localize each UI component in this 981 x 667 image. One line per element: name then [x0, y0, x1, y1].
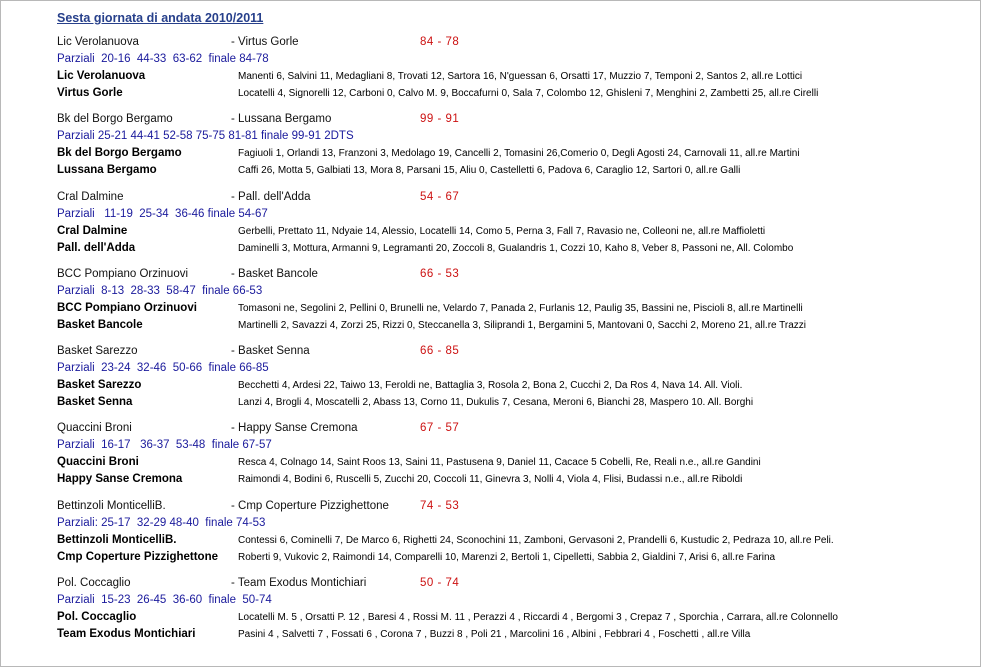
roster-team-name: Team Exodus Montichiari: [57, 628, 196, 640]
match-row: [1, 577, 980, 591]
match-row: [1, 191, 980, 205]
roster-team-name: Quaccini Broni: [57, 456, 139, 468]
roster-team-name: Basket Senna: [57, 396, 133, 408]
partial-scores: Parziali 16-17 36-37 53-48 finale 67-57: [57, 439, 272, 451]
team-roster-row: [1, 225, 980, 239]
partial-scores: Parziali 8-13 28-33 58-47 finale 66-53: [57, 285, 263, 297]
game-block: [1, 422, 980, 498]
team-roster-row: [1, 473, 980, 487]
away-team: - Happy Sanse Cremona: [231, 422, 358, 434]
final-score: 54 - 67: [420, 191, 460, 203]
player-scores: Resca 4, Colnago 14, Saint Roos 13, Saini 11, Pastusena 9, Daniel 11, Cacace 5 Cobelli, Re, Reali n.e., all.re Gandini: [238, 457, 761, 468]
team-roster-row: [1, 534, 980, 548]
game-block: [1, 577, 980, 653]
final-score: 74 - 53: [420, 500, 460, 512]
away-team: - Basket Senna: [231, 345, 310, 357]
home-team: Cral Dalmine: [57, 191, 124, 203]
away-team: - Lussana Bergamo: [231, 113, 332, 125]
away-team: - Team Exodus Montichiari: [231, 577, 367, 589]
player-scores: Gerbelli, Prettato 11, Ndyaie 14, Alessio, Locatelli 14, Como 5, Perna 3, Fall 7, Ravasio ne, Colleoni ne, all.re Maffioletti: [238, 226, 766, 237]
player-scores: Becchetti 4, Ardesi 22, Taiwo 13, Feroldi ne, Battaglia 3, Rosola 2, Bona 2, Cucchi 2, Da Ros 4, Nava 14. All. Violi.: [238, 380, 743, 391]
team-roster-row: [1, 242, 980, 256]
player-scores: Lanzi 4, Brogli 4, Moscatelli 2, Abass 13, Corno 11, Dukulis 7, Cesana, Meroni 6, Bianchi 28, Maspero 10. All. Borghi: [238, 397, 754, 408]
team-roster-row: [1, 147, 980, 161]
player-scores: Locatelli M. 5 , Orsatti P. 12 , Baresi 4 , Rossi M. 11 , Perazzi 4 , Riccardi 4 , Bergomi 3 , Crepaz 7 , Sporchia , Carrara, all.re Colonnello: [238, 612, 838, 623]
team-roster-row: [1, 611, 980, 625]
team-roster-row: [1, 551, 980, 565]
away-team: - Virtus Gorle: [231, 36, 299, 48]
home-team: Quaccini Broni: [57, 422, 132, 434]
final-score: 50 - 74: [420, 577, 460, 589]
partial-scores: Parziali 23-24 32-46 50-66 finale 66-85: [57, 362, 269, 374]
roster-team-name: Basket Sarezzo: [57, 379, 142, 391]
game-block: [1, 36, 980, 112]
home-team: Basket Sarezzo: [57, 345, 138, 357]
match-row: [1, 36, 980, 50]
home-team: Pol. Coccaglio: [57, 577, 131, 589]
home-team: BCC Pompiano Orzinuovi: [57, 268, 189, 280]
team-roster-row: [1, 628, 980, 642]
roster-team-name: Cral Dalmine: [57, 225, 128, 237]
match-row: [1, 500, 980, 514]
team-roster-row: [1, 164, 980, 178]
player-scores: Martinelli 2, Savazzi 4, Zorzi 25, Rizzi 0, Steccanella 3, Siliprandi 1, Bergamini 5, Mantovani 0, Sacchi 2, Moreno 21, all.re Trazzi: [238, 320, 807, 331]
roster-team-name: Pol. Coccaglio: [57, 611, 137, 623]
partial-scores: Parziali 20-16 44-33 63-62 finale 84-78: [57, 53, 269, 65]
roster-team-name: Bettinzoli MonticelliB.: [57, 534, 177, 546]
player-scores: Roberti 9, Vukovic 2, Raimondi 14, Comparelli 10, Marenzi 2, Bertoli 1, Cipelletti, Sabbia 2, Gialdini 7, Arisi 6, all.re Farina: [238, 552, 776, 563]
final-score: 66 - 85: [420, 345, 460, 357]
team-roster-row: [1, 70, 980, 84]
team-roster-row: [1, 396, 980, 410]
game-block: [1, 268, 980, 344]
team-roster-row: [1, 87, 980, 101]
match-row: [1, 422, 980, 436]
match-row: [1, 113, 980, 127]
game-block: [1, 345, 980, 421]
final-score: 67 - 57: [420, 422, 460, 434]
roster-team-name: Happy Sanse Cremona: [57, 473, 183, 485]
partial-scores: Parziali: 25-17 32-29 48-40 finale 74-53: [57, 517, 266, 529]
player-scores: Daminelli 3, Mottura, Armanni 9, Legramanti 20, Zoccoli 8, Gualandris 1, Cozzi 10, Kaho 8, Veber 8, Passoni ne, All. Colombo: [238, 243, 794, 254]
team-roster-row: [1, 319, 980, 333]
roster-team-name: Virtus Gorle: [57, 87, 123, 99]
team-roster-row: [1, 302, 980, 316]
player-scores: Contessi 6, Cominelli 7, De Marco 6, Righetti 24, Sconochini 11, Zamboni, Gervasoni 2, Prandelli 6, Kustudic 2, Pedraza 10, all.re Peli.: [238, 535, 834, 546]
roster-team-name: Bk del Borgo Bergamo: [57, 147, 182, 159]
home-team: Lic Verolanuova: [57, 36, 139, 48]
player-scores: Manenti 6, Salvini 11, Medagliani 8, Trovati 12, Sartora 16, N'guessan 6, Orsatti 17, Muzzio 7, Temponi 2, Santos 2, all.re Lottici: [238, 71, 803, 82]
roster-team-name: Lussana Bergamo: [57, 164, 157, 176]
match-row: [1, 268, 980, 282]
page-title: Sesta giornata di andata 2010/2011: [57, 11, 264, 25]
partial-scores: Parziali 11-19 25-34 36-46 finale 54-67: [57, 208, 268, 220]
match-row: [1, 345, 980, 359]
final-score: 84 - 78: [420, 36, 460, 48]
away-team: - Pall. dell'Adda: [231, 191, 311, 203]
player-scores: Pasini 4 , Salvetti 7 , Fossati 6 , Corona 7 , Buzzi 8 , Poli 21 , Marcolini 16 , Albini , Febbrari 4 , Foschetti , all.re Villa: [238, 629, 751, 640]
home-team: Bettinzoli MonticelliB.: [57, 500, 166, 512]
player-scores: Fagiuoli 1, Orlandi 13, Franzoni 3, Medolago 19, Cancelli 2, Tomasini 26,Comerio 0, Degli Agosti 24, Carnovali 11, all.re Martini: [238, 148, 800, 159]
game-block: [1, 500, 980, 576]
roster-team-name: Lic Verolanuova: [57, 70, 146, 82]
partial-scores: Parziali 15-23 26-45 36-60 finale 50-74: [57, 594, 272, 606]
game-block: [1, 191, 980, 267]
game-block: [1, 113, 980, 189]
home-team: Bk del Borgo Bergamo: [57, 113, 173, 125]
player-scores: Tomasoni ne, Segolini 2, Pellini 0, Brunelli ne, Velardo 7, Panada 2, Furlanis 12, Paulig 35, Bassini ne, Piscioli 8, all.re Martinelli: [238, 303, 803, 314]
partial-scores: Parziali 25-21 44-41 52-58 75-75 81-81 finale 99-91 2DTS: [57, 130, 354, 142]
away-team: - Cmp Coperture Pizzighettone: [231, 500, 389, 512]
team-roster-row: [1, 379, 980, 393]
roster-team-name: Cmp Coperture Pizzighettone: [57, 551, 219, 563]
away-team: - Basket Bancole: [231, 268, 318, 280]
player-scores: Caffi 26, Motta 5, Galbiati 13, Mora 8, Parsani 15, Aliu 0, Castelletti 6, Padova 6, Caraglio 12, Sartori 0, all.re Galli: [238, 165, 741, 176]
roster-team-name: BCC Pompiano Orzinuovi: [57, 302, 197, 314]
final-score: 99 - 91: [420, 113, 460, 125]
roster-team-name: Pall. dell'Adda: [57, 242, 136, 254]
team-roster-row: [1, 456, 980, 470]
player-scores: Locatelli 4, Signorelli 12, Carboni 0, Calvo M. 9, Boccafurni 0, Sala 7, Colombo 12, Ghisleni 7, Menghini 2, Zambetti 25, all.re Cirelli: [238, 88, 819, 99]
player-scores: Raimondi 4, Bodini 6, Ruscelli 5, Zucchi 20, Coccoli 11, Ginevra 3, Nolli 4, Viola 4, Flisi, Budassi n.e., all.re Riboldi: [238, 474, 743, 485]
final-score: 66 - 53: [420, 268, 460, 280]
roster-team-name: Basket Bancole: [57, 319, 143, 331]
